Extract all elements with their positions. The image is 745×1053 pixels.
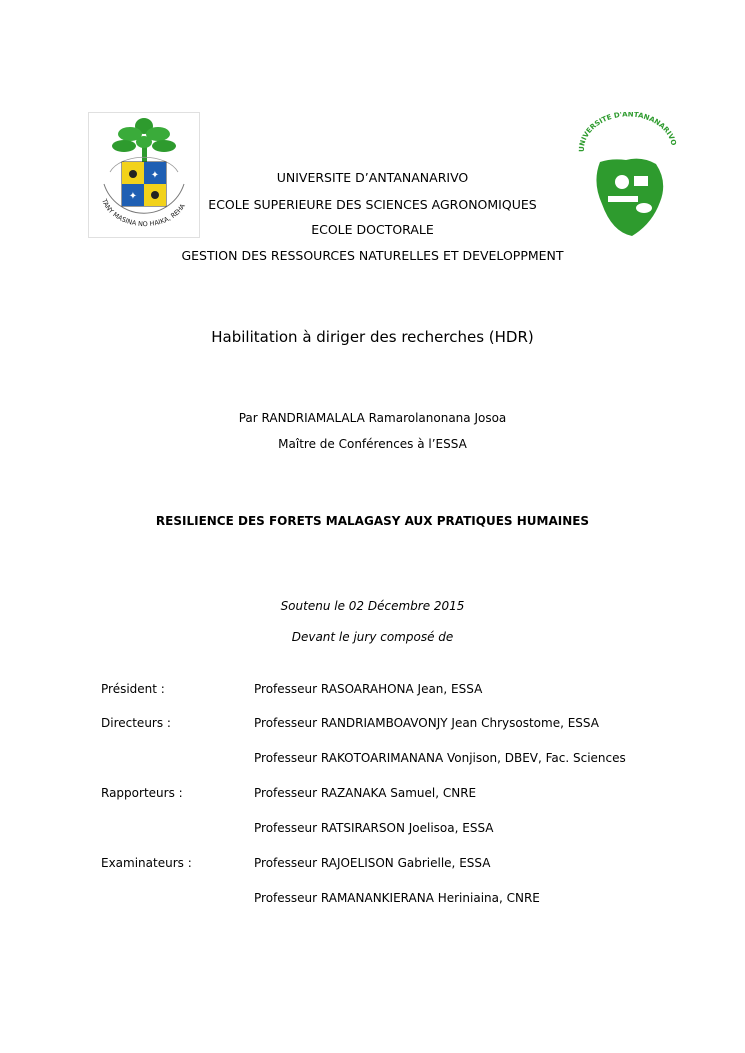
jury-role-rapporteurs: Rapporteurs : <box>101 786 183 800</box>
jury-member: Professeur RANDRIAMBOAVONJY Jean Chrysostome, ESSA <box>254 716 599 730</box>
svg-text:✦: ✦ <box>150 170 160 181</box>
jury-role-president: Président : <box>101 682 165 696</box>
jury-intro: Devant le jury composé de <box>291 630 454 644</box>
svg-text:✦: ✦ <box>128 191 138 202</box>
svg-text:TANY MASINA NO HAIKA, REHAHA: TANY MASINA NO HAIKA, REHA <box>100 197 187 229</box>
jury-role-examiners: Examinateurs : <box>101 856 192 870</box>
doctoral-school: ECOLE DOCTORALE <box>311 222 434 237</box>
thesis-title: RESILIENCE DES FORETS MALAGASY AUX PRATIQUES HUMAINES <box>155 514 590 528</box>
author-name: Par RANDRIAMALALA Ramarolanonana Josoa <box>238 411 507 425</box>
author-position: Maître de Conférences à l’ESSA <box>278 437 467 451</box>
jury-role-directors: Directeurs : <box>101 716 171 730</box>
jury-member: Professeur RAMANANKIERANA Heriniaina, CNRE <box>254 891 540 905</box>
defense-date: Soutenu le 02 Décembre 2015 <box>280 599 465 613</box>
degree-title: Habilitation à diriger des recherches (HDR) <box>211 328 534 346</box>
university-name: UNIVERSITE D’ANTANANARIVO <box>276 170 469 185</box>
jury-member: Professeur RAZANAKA Samuel, CNRE <box>254 786 477 800</box>
jury-member: Professeur RAJOELISON Gabrielle, ESSA <box>254 856 491 870</box>
program-name: GESTION DES RESSOURCES NATURELLES ET DEVELOPPMENT <box>181 248 564 263</box>
jury-member: Professeur RATSIRARSON Joelisoa, ESSA <box>254 821 494 835</box>
svg-text:UNIVERSITE D'ANTANANARIVO SUPE: UNIVERSITE D'ANTANANARIVO <box>577 112 678 153</box>
jury-member: Professeur RAKOTOARIMANANA Vonjison, DBEV, Fac. Sciences <box>254 751 626 765</box>
jury-member: Professeur RASOARAHONA Jean, ESSA <box>254 682 483 696</box>
school-name: ECOLE SUPERIEURE DES SCIENCES AGRONOMIQUES <box>208 197 537 212</box>
